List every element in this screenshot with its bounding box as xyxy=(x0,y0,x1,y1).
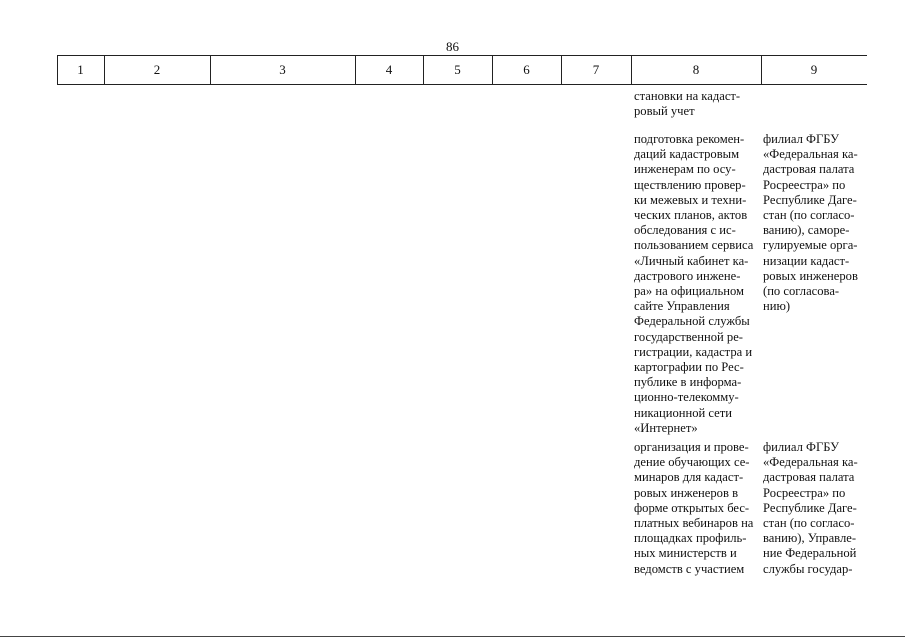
column-header-9: 9 xyxy=(810,62,818,77)
text-line: ки межевых и техни- xyxy=(634,192,747,207)
text-line: картографии по Рес- xyxy=(634,360,744,375)
text-line: сайте Управления xyxy=(634,299,730,314)
text-line: ровых инженеров в xyxy=(634,485,739,500)
text-line: Росреестра» по xyxy=(763,485,846,500)
text-line: пользованием сервиса xyxy=(634,238,754,253)
text-line: подготовка рекомен- xyxy=(634,132,745,146)
text-line: государственной ре- xyxy=(634,329,743,344)
column-header-4: 4 xyxy=(385,62,393,77)
text-line: нию) xyxy=(763,299,791,314)
text-line: ческих планов, актов xyxy=(634,208,748,223)
column-header-3: 3 xyxy=(279,62,286,77)
text-line: Республике Даге- xyxy=(763,500,857,515)
column-header-8: 8 xyxy=(692,62,700,77)
text-line: публике в информа- xyxy=(634,375,742,390)
text-line: филиал ФГБУ xyxy=(763,132,839,146)
row-3-measure-cell xyxy=(634,440,758,577)
text-line: стан (по согласо- xyxy=(763,516,855,531)
text-line: (по согласова- xyxy=(763,284,840,299)
text-line: площадках профиль- xyxy=(634,531,747,546)
text-line: дастровая палата xyxy=(763,162,855,177)
column-header-5: 5 xyxy=(454,62,461,77)
row-1-measure-cell xyxy=(634,89,758,119)
text-line: никационной сети xyxy=(634,405,733,420)
page-bottom-edge xyxy=(0,636,905,637)
column-header-1: 1 xyxy=(77,62,84,77)
text-line: «Интернет» xyxy=(634,420,698,435)
text-line: «Личный кабинет ка- xyxy=(634,253,749,268)
row-3-responsible-cell xyxy=(763,440,865,577)
text-line: инженерам по осу- xyxy=(634,162,736,177)
text-line: Федеральной службы xyxy=(634,314,750,329)
text-line: минаров для кадаст- xyxy=(634,470,744,485)
text-line: даций кадастровым xyxy=(634,147,740,162)
text-line: ровых инженеров xyxy=(763,268,858,283)
text-line: ванию), Управле- xyxy=(763,531,857,546)
text-line: Республике Даге- xyxy=(763,192,857,207)
text-line: обследования с ис- xyxy=(634,223,736,238)
text-line: ра» на официальном xyxy=(634,284,744,299)
text-line: платных вебинаров на xyxy=(634,516,754,531)
column-header-2: 2 xyxy=(153,62,161,77)
column-header-6: 6 xyxy=(523,62,530,77)
text-line: организация и прове- xyxy=(634,440,749,454)
text-line: становки на кадаст- xyxy=(634,89,741,103)
text-line: ванию), саморе- xyxy=(763,223,850,238)
text-line: низации кадаст- xyxy=(763,253,850,268)
text-line: Росреестра» по xyxy=(763,177,846,192)
text-line: дастровая палата xyxy=(763,470,855,485)
text-line: форме открытых бес- xyxy=(634,500,750,515)
text-line: «Федеральная ка- xyxy=(763,455,858,470)
text-line: ровый учет xyxy=(634,104,695,119)
text-line: гистрации, кадастра и xyxy=(634,344,753,359)
text-line: ных министерств и xyxy=(634,546,737,561)
text-line: ществлению провер- xyxy=(634,177,746,192)
text-line: дение обучающих се- xyxy=(634,455,750,470)
row-2-responsible-cell xyxy=(763,132,865,314)
page-number: 86 xyxy=(446,39,459,54)
text-line: дастрового инжене- xyxy=(634,268,741,283)
text-line: ционно-телекомму- xyxy=(634,390,739,405)
text-line: филиал ФГБУ xyxy=(763,440,839,454)
row-2-measure-cell xyxy=(634,132,758,436)
column-header-7: 7 xyxy=(592,62,600,77)
text-line: службы государ- xyxy=(763,561,853,576)
text-line: ние Федеральной xyxy=(763,546,857,561)
text-line: «Федеральная ка- xyxy=(763,147,858,162)
text-line: ведомств с участием xyxy=(634,561,745,576)
text-line: стан (по согласо- xyxy=(763,208,855,223)
table-header-row xyxy=(57,55,867,85)
text-line: гулируемые орга- xyxy=(763,238,858,253)
